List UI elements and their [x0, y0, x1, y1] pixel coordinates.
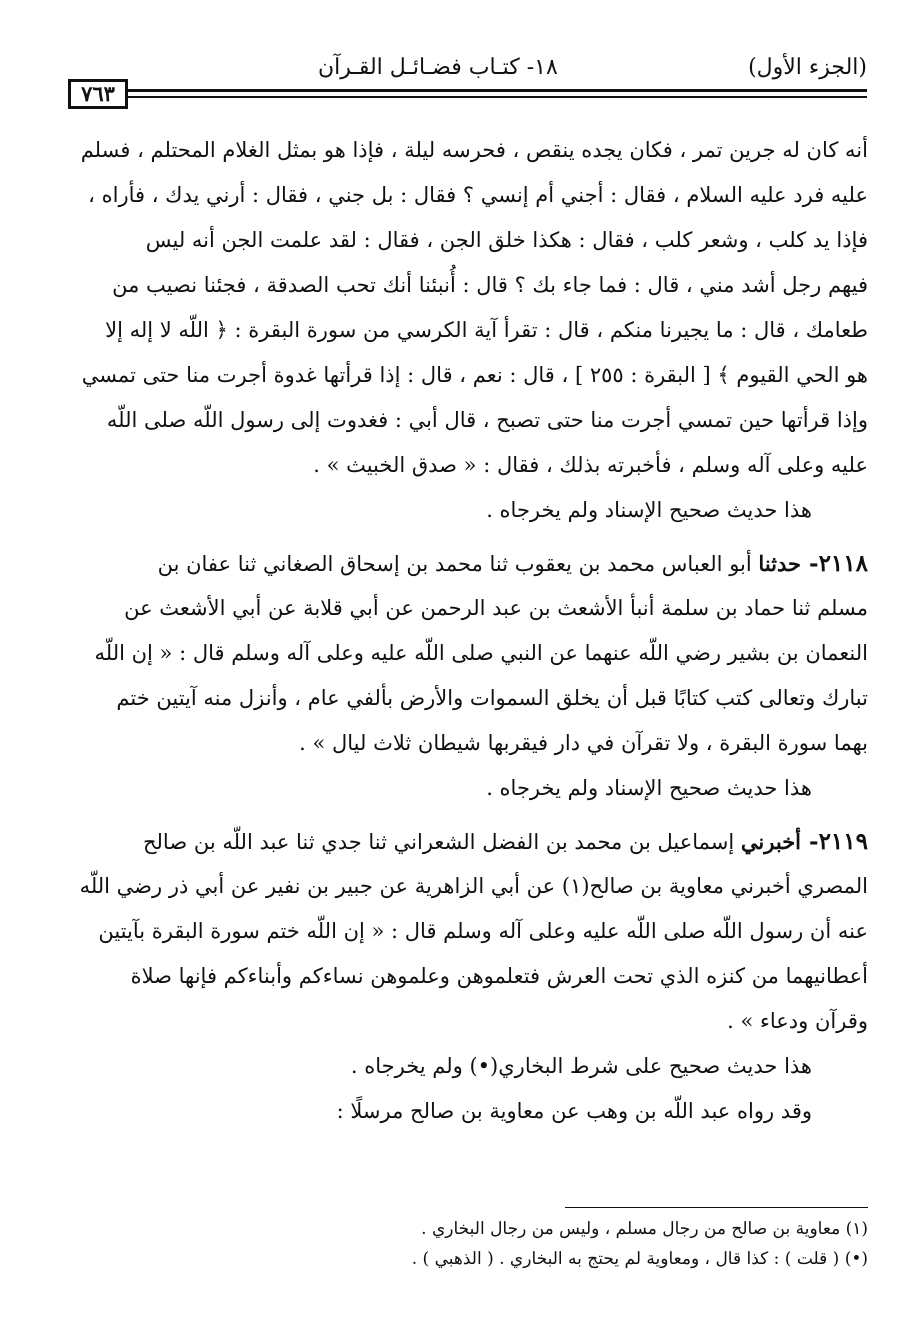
text-line: النعمان بن بشير رضي اللّه عنهما عن النبي صلى اللّه عليه وعلى آله وسلم قال : « إن اللّه [94, 641, 868, 665]
volume-label: (الجزء الأول) [748, 55, 867, 80]
header-rule [128, 89, 867, 103]
text-line: فيهم رجل أشد مني ، قال : فما جاء بك ؟ قال : أُنبئنا أنك تحب الصدقة ، فجئنا نصيب من [112, 273, 868, 297]
text-line: وقرآن ودعاء » . [727, 1009, 868, 1033]
hadith-text: أبو العباس محمد بن يعقوب ثنا محمد بن إسحاق الصغاني ثنا عفان بن [157, 552, 752, 576]
hadith-verb: أخبرني [740, 829, 802, 854]
text-line: مسلم ثنا حماد بن سلمة أنبأ الأشعث بن عبد الرحمن عن أبي قلابة عن أبي الأشعث عن [124, 596, 868, 620]
footnote: (•) ( قلت ) : كذا قال ، ومعاوية لم يحتج به البخاري . ( الذهبي ) . [411, 1249, 868, 1269]
text-line: وقد رواه عبد اللّه بن وهب عن معاوية بن صالح مرسلًا : [336, 1099, 812, 1123]
hadith-number: ٢١١٩ [818, 828, 868, 855]
hadith-2119-first-line: ٢١١٩- أخبرني إسماعيل بن محمد بن الفضل الشعراني ثنا جدي ثنا عبد اللّه بن صالح [142, 828, 868, 855]
hadith-number: ٢١١٨ [818, 550, 868, 577]
text-line: طعامك ، قال : ما يجيرنا منكم ، قال : تقرأ آية الكرسي من سورة البقرة : ﴿ اللّه لا إله إلا [105, 318, 868, 342]
main-text [60, 128, 868, 1134]
text-line: أعطانيهما من كنزه الذي تحت العرش فتعلموهن وعلموهن نساءكم وأبناءكم فإنها صلاة [130, 964, 868, 988]
footnote: (١) معاوية بن صالح من رجال مسلم ، وليس من رجال البخاري . [421, 1219, 868, 1239]
text-line: تبارك وتعالى كتب كتابًا قبل أن يخلق السموات والأرض بألفي عام ، وأنزل منه آيتين ختم [116, 686, 868, 710]
book-title: ١٨- كتـاب فضـائـل القـرآن [318, 55, 558, 80]
text-line: بهما سورة البقرة ، ولا تقرآن في دار فيقربها شيطان ثلاث ليال » . [299, 731, 868, 755]
hadith-verb: حدثنا [758, 551, 802, 576]
text-line: وإذا قرأتها حين تمسي أجرت منا حتى تصبح ، قال أبي : فغدوت إلى رسول اللّه صلى اللّه [106, 408, 868, 432]
grading-line: هذا حديث صحيح الإسناد ولم يخرجاه . [486, 498, 812, 522]
text-line: هو الحي القيوم ﴾ [ البقرة : ٢٥٥ ] ، قال : نعم ، قال : إذا قرأتها غدوة أجرت منا حتى تمسي [81, 363, 868, 387]
footnote-divider [565, 1207, 868, 1208]
grading-line: هذا حديث صحيح الإسناد ولم يخرجاه . [486, 776, 812, 800]
grading-line: هذا حديث صحيح على شرط البخاري(•) ولم يخرجاه . [350, 1054, 812, 1078]
footnotes [250, 1214, 868, 1274]
text-line: المصري أخبرني معاوية بن صالح(١) عن أبي الزاهرية عن جبير بن نفير عن أبي ذر رضي اللّه [79, 874, 868, 898]
hadith-2118-first-line: ٢١١٨- حدثنا أبو العباس محمد بن يعقوب ثنا محمد بن إسحاق الصغاني ثنا عفان بن [157, 550, 868, 577]
text-line: عنه أن رسول اللّه صلى اللّه عليه وعلى آله وسلم قال : « إن اللّه ختم سورة البقرة بآيتين [98, 919, 868, 943]
text-line: فإذا يد كلب ، وشعر كلب ، فقال : هكذا خلق الجن ، فقال : لقد علمت الجن أنه ليس [145, 228, 868, 252]
page-number: ٧٦٣ [68, 79, 128, 109]
hadith-text: إسماعيل بن محمد بن الفضل الشعراني ثنا جدي ثنا عبد اللّه بن صالح [142, 830, 735, 854]
text-line: عليه فرد عليه السلام ، فقال : أجني أم إنسي ؟ فقال : بل جني ، فقال : أرني يدك ، فأراه ، [88, 183, 868, 207]
text-line: أنه كان له جرين تمر ، فكان يجده ينقص ، فحرسه ليلة ، فإذا هو بمثل الغلام المحتلم ، فسلم [80, 138, 868, 162]
text-line: عليه وعلى آله وسلم ، فأخبرته بذلك ، فقال : « صدق الخبيث » . [313, 453, 868, 477]
